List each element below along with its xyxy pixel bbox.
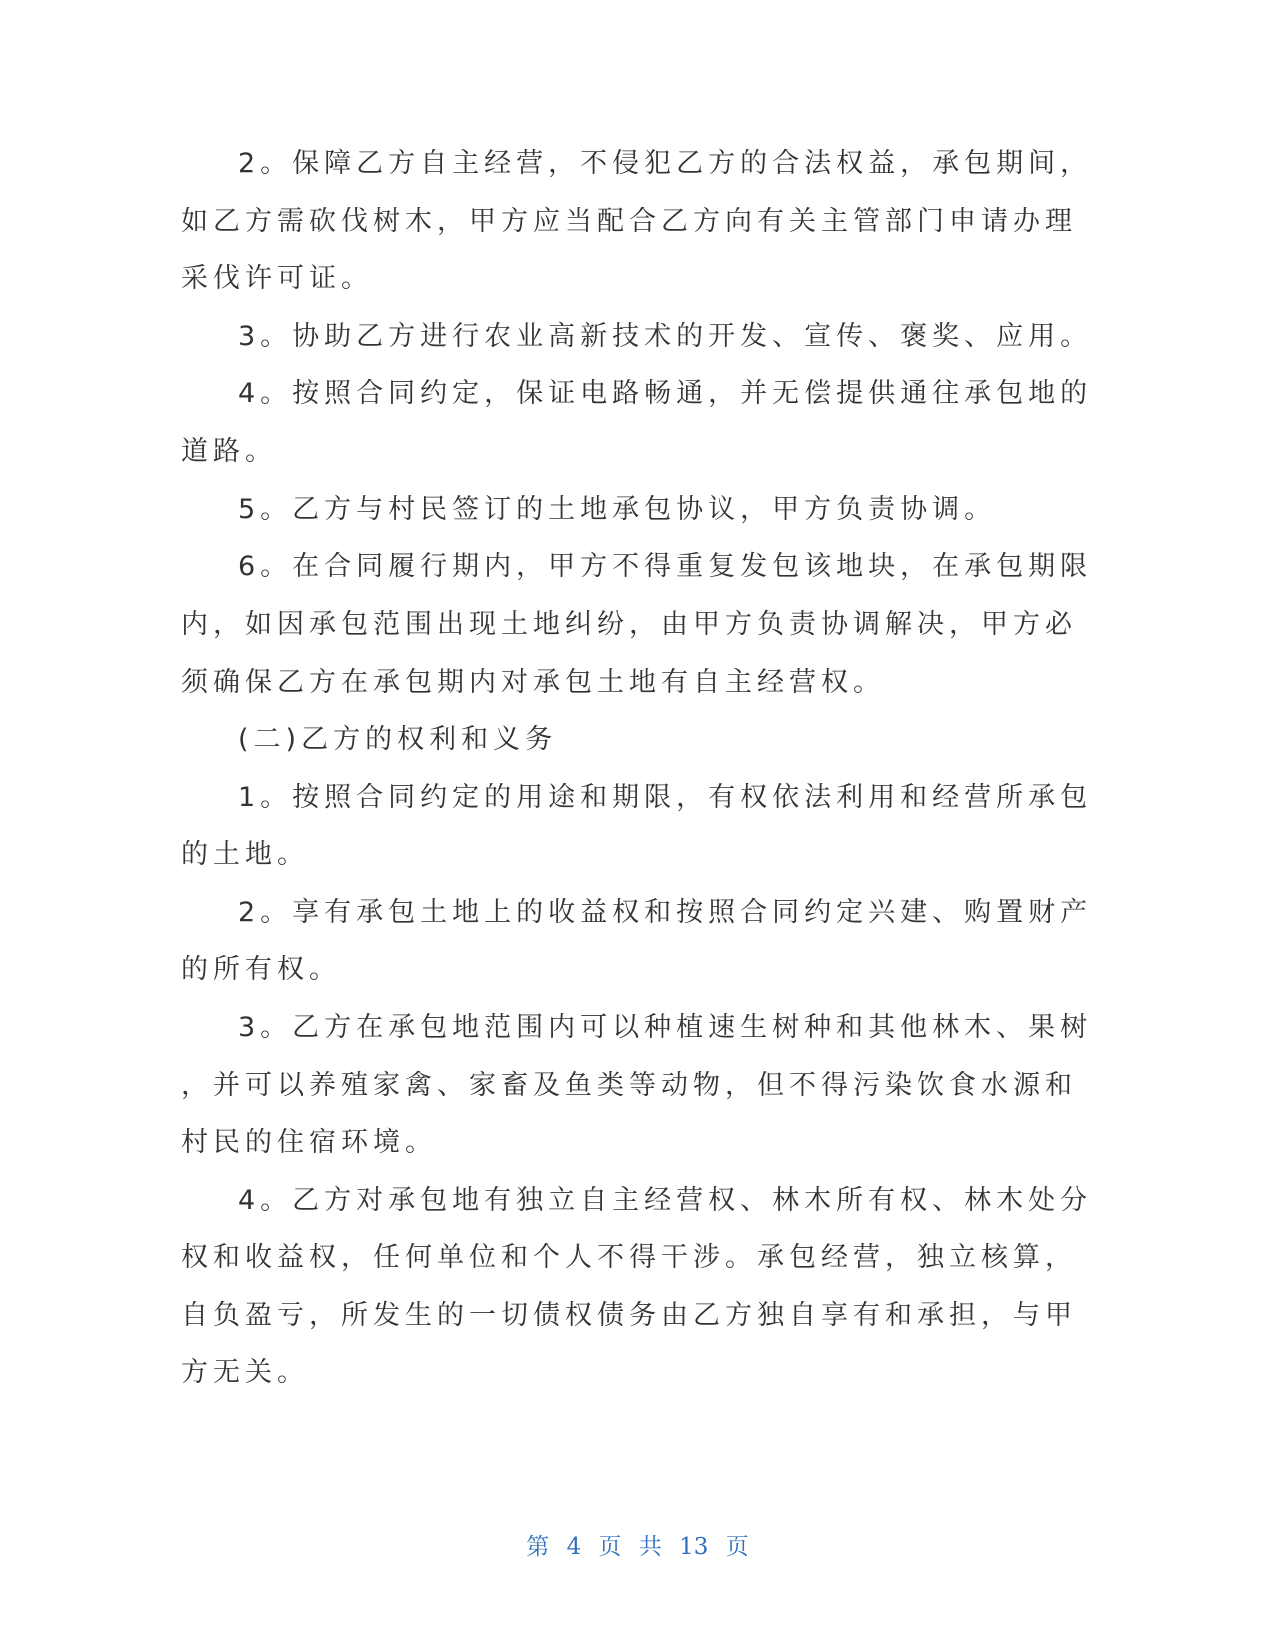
text-line: 3。协助乙方进行农业高新技术的开发、宣传、褒奖、应用。 <box>238 321 1093 352</box>
text-line: 2。享有承包土地上的收益权和按照合同约定兴建、购置财产 <box>238 897 1093 928</box>
text-line: 的土地。 <box>181 839 309 870</box>
text-line: 的所有权。 <box>181 954 341 985</box>
text-line: ，并可以养殖家禽、家畜及鱼类等动物，但不得污染饮食水源和 <box>181 1070 1077 1101</box>
page-number-footer: 第 4 页 共 13 页 <box>526 1534 749 1560</box>
text-line: 须确保乙方在承包期内对承包土地有自主经营权。 <box>181 667 885 698</box>
text-line: 村民的住宿环境。 <box>181 1127 437 1158</box>
text-line: 3。乙方在承包地范围内可以种植速生树种和其他林木、果树 <box>238 1012 1093 1043</box>
text-line: 6。在合同履行期内，甲方不得重复发包该地块，在承包期限 <box>238 551 1093 582</box>
text-line: 权和收益权，任何单位和个人不得干涉。承包经营，独立核算， <box>181 1242 1077 1273</box>
text-line: 1。按照合同约定的用途和期限，有权依法利用和经营所承包 <box>238 782 1093 813</box>
text-line: 2。保障乙方自主经营，不侵犯乙方的合法权益，承包期间， <box>238 148 1093 179</box>
text-line: 自负盈亏，所发生的一切债权债务由乙方独自享有和承担，与甲 <box>181 1300 1077 1331</box>
text-line: 4。按照合同约定，保证电路畅通，并无偿提供通往承包地的 <box>238 378 1093 409</box>
text-line: 5。乙方与村民签订的土地承包协议，甲方负责协调。 <box>238 494 997 525</box>
text-line: 方无关。 <box>181 1357 309 1388</box>
text-line: 如乙方需砍伐树木，甲方应当配合乙方向有关主管部门申请办理 <box>181 206 1077 237</box>
text-line: 内，如因承包范围出现土地纠纷，由甲方负责协调解决，甲方必 <box>181 609 1077 640</box>
text-line: 4。乙方对承包地有独立自主经营权、林木所有权、林木处分 <box>238 1185 1093 1216</box>
text-line: 道路。 <box>181 436 277 467</box>
text-line: 采伐许可证。 <box>181 263 373 294</box>
section-heading: (二)乙方的权利和义务 <box>238 724 558 755</box>
